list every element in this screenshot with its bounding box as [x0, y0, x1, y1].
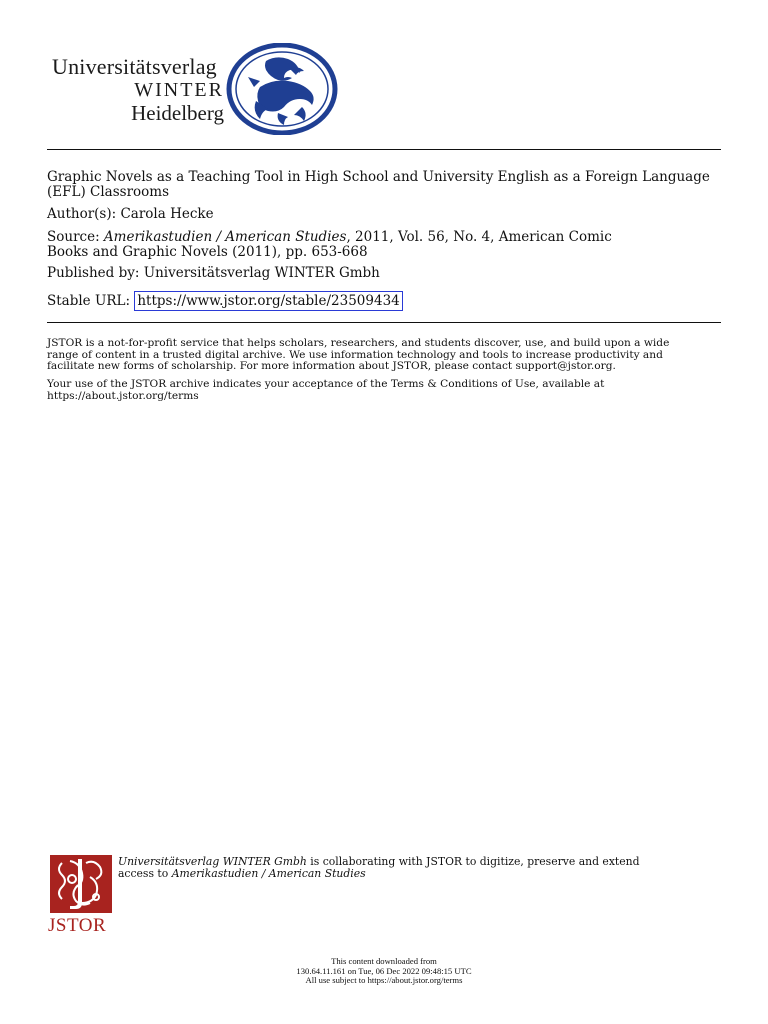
- collab-journal: Amerikastudien / American Studies: [171, 867, 366, 880]
- authors-value: Carola Hecke: [120, 206, 214, 222]
- collab-text-2: access to: [118, 867, 172, 880]
- source-details-2: Books and Graphic Novels (2011), pp. 653-668: [47, 244, 368, 260]
- terms-notice-paragraph: [47, 379, 723, 402]
- publisher-logo-line3: Heidelberg: [131, 101, 224, 125]
- footer-line: 130.64.11.161 on Tue, 06 Dec 2022 09:48:15 UTC: [296, 965, 472, 976]
- source-details-1: , 2011, Vol. 56, No. 4, American Comic: [346, 229, 612, 245]
- publisher-name: Universitätsverlag WINTER Gmbh: [143, 265, 380, 281]
- footer-line: This content downloaded from: [331, 956, 437, 966]
- terms-link[interactable]: https://about.jstor.org/terms: [47, 389, 199, 402]
- notice-line: range of content in a trusted digital archive. We use information technology and tools to increase productivity and: [47, 348, 663, 361]
- footer-line: All use subject to https://about.jstor.org/terms: [305, 975, 463, 986]
- source-line: [47, 230, 723, 260]
- jstor-notice-paragraph: [47, 338, 723, 373]
- collab-text-1: is collaborating with JSTOR to digitize, preserve and extend: [306, 855, 640, 868]
- stable-url-line: [47, 291, 723, 311]
- middle-divider: [47, 322, 721, 323]
- lion-seal-icon: [226, 43, 339, 135]
- publisher-logo-text: [52, 56, 224, 124]
- notice-line: JSTOR is a not-for-profit service that helps scholars, researchers, and students discover, use, and build upon a wide: [47, 337, 670, 349]
- stable-url-label: Stable URL:: [47, 293, 131, 309]
- authors-line: [47, 207, 723, 222]
- stable-url-link[interactable]: https://www.jstor.org/stable/23509434: [134, 291, 402, 311]
- source-label: Source:: [47, 229, 100, 245]
- notice-line: Your use of the JSTOR archive indicates your acceptance of the Terms & Conditions of Use, available at: [47, 378, 605, 390]
- article-title: Graphic Novels as a Teaching Tool in High School and University English as a Foreign Language (EFL) Classrooms: [47, 169, 710, 200]
- publisher-logo-line2: WINTER: [134, 79, 224, 101]
- jstor-logo-word: JSTOR: [48, 915, 107, 936]
- collab-publisher: Universitätsverlag WINTER Gmbh: [118, 855, 307, 868]
- publisher-logo-line1: Universitätsverlag: [52, 54, 217, 79]
- collaboration-statement: [118, 856, 718, 880]
- authors-label: Author(s):: [47, 206, 117, 222]
- source-journal: Amerikastudien / American Studies: [103, 229, 347, 245]
- jstor-ornament-icon: [50, 855, 112, 913]
- top-divider: [47, 149, 721, 150]
- published-line: [47, 266, 723, 281]
- published-label: Published by:: [47, 265, 140, 281]
- notice-line: facilitate new forms of scholarship. For more information about JSTOR, please contact support@jstor.org.: [47, 360, 616, 373]
- download-footer: [184, 957, 584, 986]
